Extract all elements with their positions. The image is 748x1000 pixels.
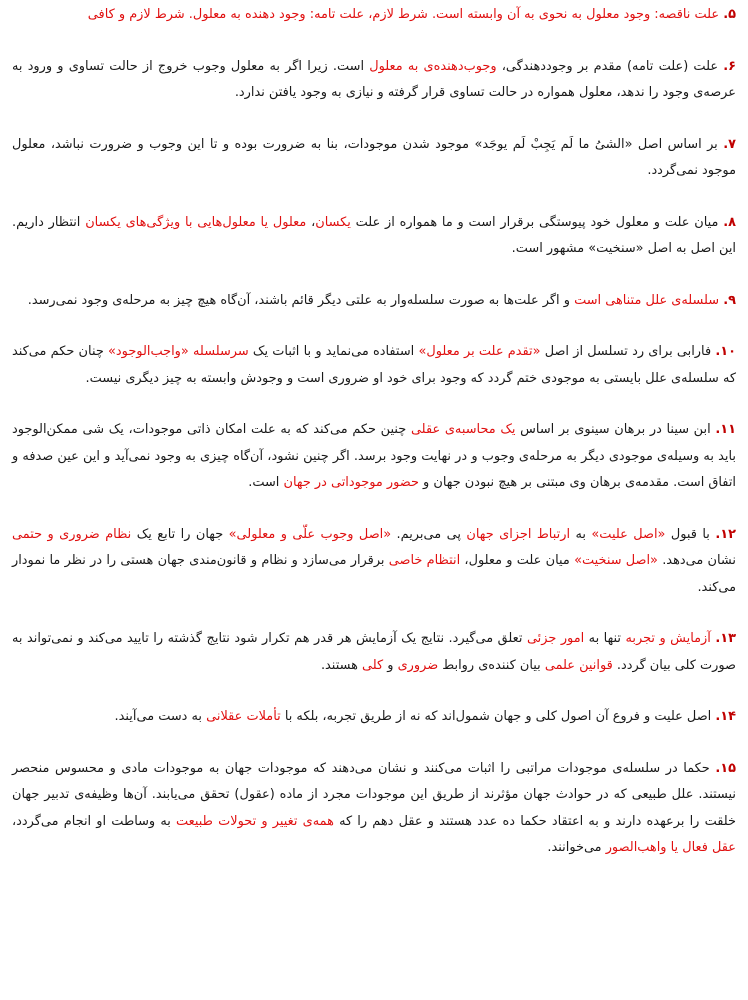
body-text: فارابی برای رد تسلسل از اصل (540, 344, 712, 359)
body-text: جهان را تابع یک (131, 526, 229, 542)
list-item (12, 626, 736, 679)
highlighted-phrase: عقل فعال یا واهب‌الصور (605, 840, 736, 855)
body-text: تعلق می‌گیرد. نتایج یک آزمایش هر قدر هم تکرار شود نتایج گذشته را تایید می‌کند و نمی‌تواند به صورت کلی بیان گردد. (12, 631, 736, 673)
item-number: ۷. (723, 136, 736, 152)
body-text: است. (248, 475, 284, 490)
body-text: است. زیرا اگر به معلول وجوب خروج از حالت تساوی و ورود به عرصه‌ی وجود را ندهد، معلول همواره در حالت تساوی قرار گرفته و نیازی به وجود یافتن ندارد. (12, 58, 736, 100)
list-item (12, 417, 736, 497)
highlighted-phrase: ارتباط اجزای جهان (466, 526, 571, 542)
list-item (12, 288, 736, 315)
body-text: ، (306, 214, 316, 230)
highlighted-phrase: همه‌ی تغییر و تحولات طبیعت (176, 813, 334, 829)
body-text: پی می‌بریم. (391, 526, 467, 542)
item-number: ۵. (723, 7, 736, 22)
highlighted-phrase: «اصل سنخیت» (574, 553, 658, 568)
highlighted-phrase: کلی (361, 657, 384, 673)
body-text: تنها به (584, 631, 626, 646)
list-item (12, 54, 736, 107)
highlighted-phrase: آزمایش و تجربه (625, 631, 711, 646)
item-number: ۱۴. (715, 709, 736, 724)
highlighted-phrase: یک محاسبه‌ی عقلی (410, 422, 516, 437)
highlighted-phrase: «تقدم علت بر معلول» (418, 344, 541, 359)
body-text: استفاده می‌نماید و با اثبات یک (248, 344, 419, 359)
item-number: ۹. (723, 292, 736, 308)
body-text: میان علت و معلول خود پیوستگی برقرار است و ما همواره از علت (350, 214, 719, 230)
body-text: و اگر علت‌ها به صورت سلسله‌وار به علتی دیگر قائم باشند، آن‌گاه هیچ چیز به مرحله‌ی وجود نمی‌رسد. (27, 292, 575, 308)
highlighted-phrase: امور جزئی (526, 631, 585, 646)
body-text: می‌خوانند. (547, 840, 606, 855)
item-number: ۱۰. (715, 344, 737, 359)
highlighted-phrase: سرسلسله «واجب‌الوجود» (108, 344, 249, 359)
list-item (12, 522, 736, 602)
item-number: ۱۱. (715, 422, 737, 437)
body-text: و (383, 657, 398, 673)
list-item (12, 132, 736, 185)
body-text: هستند. (320, 657, 362, 673)
highlighted-phrase: نظام ضروری و حتمی (12, 526, 132, 542)
highlighted-phrase: تأملات عقلانی (206, 709, 281, 724)
highlighted-phrase: یکسان (315, 214, 351, 230)
highlighted-phrase: معلول یا معلول‌هایی با ویژگی‌های یکسان (85, 214, 307, 230)
highlighted-phrase: «اصل علیت» (591, 526, 666, 542)
highlighted-phrase: قوانین علمی (544, 657, 613, 673)
item-number: ۸. (723, 214, 736, 230)
body-text: حکما در سلسله‌ی موجودات مراتبی را اثبات می‌کنند و نشان می‌دهند که موجودات جهان به موجودات مادی و محسوس منحصر نیستند. علل طبیعی که در حوادث جهان مؤثرند از طریق این موجودات مجرد از ماده (عقول) تحقق می‌یابند. آن‌ها وظیفه‌ی تدبیر جهان خلقت را برعهده دارند و به اعتقاد حکما ده عدد هستند و عقل دهم را که (12, 760, 736, 829)
list-item (12, 210, 736, 263)
body-text: چنین حکم می‌کند که به علت امکان ذاتی موجودات، یک شی ممکن‌الوجود باید به وسیله‌ی موجودی دیگر به مرحله‌ی وجوب و در نهایت وجود برسد. اگر چنین نشود، آن‌گاه چیزی به وجود نمی‌آید و این عین صدفه و اتفاق است. مقدمه‌ی برهان وی مبتنی بر هیچ نبودن جهان و (12, 422, 736, 490)
list-item (12, 756, 736, 862)
body-text: به (570, 526, 592, 542)
item-number: ۱۵. (715, 760, 736, 776)
body-text: با قبول (665, 526, 710, 542)
body-text: نشان می‌دهد. (657, 553, 736, 568)
highlighted-phrase: سلسله‌ی علل متناهی است (574, 292, 720, 308)
highlighted-phrase: «اصل وجوب علّی و معلولی» (228, 526, 392, 542)
highlighted-phrase: علت ناقصه: وجود معلول به نحوی به آن وابسته است. شرط لازم، علت تامه: وجود دهنده به معلول. شرط لازم و کافی (87, 7, 720, 22)
body-text: بر اساس اصل «الشیُ ما لَم یَجِبْ لَم یوجَد» موجود شدن موجودات، بنا به ضرورت بوده و تا این وجوب و ضرورت نباشد، معلول موجود نمی‌گردد. (12, 136, 736, 178)
highlighted-phrase: ضروری (397, 657, 439, 673)
highlighted-phrase: حضور موجوداتی در جهان (283, 475, 419, 490)
body-text: انتظار داریم. این اصل به اصل «سنخیت» مشهور است. (12, 214, 736, 256)
body-text: بیان کننده‌ی روابط (438, 657, 545, 673)
highlighted-phrase: وجوب‌دهنده‌ی به معلول (369, 58, 497, 74)
list-item (12, 339, 736, 392)
item-number: ۱۲. (715, 526, 736, 542)
body-text: به وساطت او انجام می‌گردد، (12, 813, 177, 829)
highlighted-phrase: انتظام خاصی (388, 553, 461, 568)
body-text: برقرار می‌سازد و نظام و قانون‌مندی جهان هستی را در نظر ما نمودار می‌کند. (12, 553, 736, 595)
item-number: ۶. (723, 58, 737, 74)
body-text: اصل علیت و فروع آن اصول کلی و جهان شمول‌اند که نه از طریق تجربه، بلکه با (280, 709, 712, 724)
body-text: ابن سینا در برهان سینوی بر اساس (515, 422, 711, 437)
body-text: به دست می‌آیند. (114, 709, 207, 724)
item-number: ۱۳. (715, 631, 736, 646)
list-item (12, 704, 736, 731)
list-item (12, 2, 736, 29)
body-text: چنان حکم می‌کند که سلسله‌ی علل بایستی به موجودی ختم گردد که وجود برای خود او ضروری است و وجودش وابسته به چیز دیگری نیست. (12, 344, 736, 386)
body-text: علت (علت تامه) مقدم بر وجوددهندگی، (496, 58, 719, 74)
body-text: میان علت و معلول، (460, 553, 575, 568)
numbered-list (12, 2, 736, 862)
